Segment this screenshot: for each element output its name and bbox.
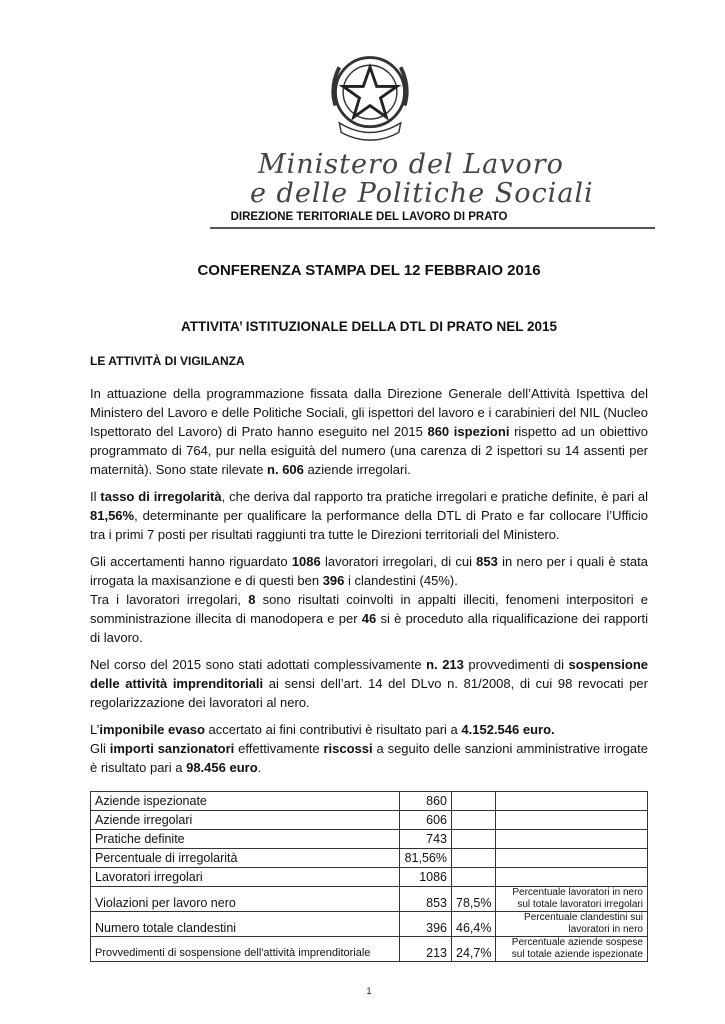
document-title: CONFERENZA STAMPA DEL 12 FEBBRAIO 2016 [197, 262, 541, 279]
row-note [496, 811, 648, 830]
paragraph-inspections: In attuazione della programmazione fissata dalla Direzione Generale dell’Attività Ispettiva del Ministero del Lavoro e delle Politiche Sociali, gli ispettori del lavoro e i carabinieri del NIL (Nucleo Ispettorato del Lavoro) di Prato hanno eseguito nel 2015 860 ispezioni rispetto ad un obiettivo programmato di 764, pur nella esiguità del numero (una carenza di 2 ispettori su 14 assenti per maternità). Sono state rilevate n. 606 aziende irregolari. [90, 386, 649, 477]
statistics-table [90, 791, 648, 962]
row-value: 853 [400, 887, 452, 912]
row-note [496, 830, 648, 849]
row-value: 213 [400, 937, 452, 962]
table-row [91, 849, 648, 868]
row-label: Pratiche definite [91, 830, 400, 849]
row-note [496, 792, 648, 811]
table-row [91, 912, 648, 937]
ministry-logo-line2: e delle Politiche Sociali [250, 178, 594, 209]
table-row [91, 937, 648, 962]
header-divider [210, 227, 655, 229]
table-row [91, 792, 648, 811]
row-label: Lavoratori irregolari [91, 868, 400, 887]
row-value: 606 [400, 811, 452, 830]
row-percentage: 46,4% [452, 912, 496, 937]
row-note [496, 849, 648, 868]
row-percentage [452, 792, 496, 811]
table-row [91, 868, 648, 887]
row-note [496, 868, 648, 887]
row-note: Percentuale clandestini sui lavoratori in nero [496, 912, 648, 937]
row-percentage [452, 868, 496, 887]
row-note: Percentuale lavoratori in nero sul totale lavoratori irregolari [496, 887, 648, 912]
section-heading: LE ATTIVITÀ DI VIGILANZA [90, 354, 245, 368]
paragraph-workers: Gli accertamenti hanno riguardato 1086 lavoratori irregolari, di cui 853 in nero per i quali è stata irrogata la maxisanzione e di questi ben 396 i clandestini (45%). Tra i lavoratori irregolari, 8 sono risultati coinvolti in appalti illeciti, fenomeni interpositori e somministrazione illecita di manodopera e per 46 si è proceduto alla riqualificazione dei rapporti di lavoro. [90, 554, 649, 645]
paragraph-amounts: L’imponibile evaso accertato ai fini contributivi è risultato pari a 4.152.546 euro. Gli importi sanzionatori effettivamente riscossi a seguito delle sanzioni amministrative irrogate è risultato pari a 98.456 euro. [90, 722, 649, 775]
document-content [90, 384, 648, 1016]
row-label: Numero totale clandestini [91, 912, 400, 937]
italian-republic-emblem-icon [322, 48, 418, 144]
row-label: Violazioni per lavoro nero [91, 887, 400, 912]
page-number: 1 [366, 986, 372, 996]
document-subtitle: ATTIVITA’ ISTITUZIONALE DELLA DTL DI PRATO NEL 2015 [180, 319, 558, 334]
row-value: 81,56% [400, 849, 452, 868]
paragraph-suspensions: Nel corso del 2015 sono stati adottati complessivamente n. 213 provvedimenti di sospensione delle attività imprenditoriali ai sensi dell’art. 14 del DLvo n. 81/2008, di cui 98 revocati per regolarizzazione dei lavoratori al nero. [90, 657, 649, 710]
table-row [91, 811, 648, 830]
row-percentage: 78,5% [452, 887, 496, 912]
direction-heading: DIREZIONE TERITORIALE DEL LAVORO DI PRATO [230, 211, 508, 223]
row-label: Aziende ispezionate [91, 792, 400, 811]
row-value: 396 [400, 912, 452, 937]
ministry-logo-line1: Ministero del Lavoro [258, 149, 564, 180]
row-value: 860 [400, 792, 452, 811]
table-row [91, 830, 648, 849]
row-label: Provvedimenti di sospensione dell'attività imprenditoriale [91, 937, 400, 962]
row-percentage [452, 830, 496, 849]
row-value: 1086 [400, 868, 452, 887]
paragraph-irregularity: Il tasso di irregolarità, che deriva dal rapporto tra pratiche irregolari e pratiche definite, è pari al 81,56%, determinante per qualificare la performance della DTL di Prato e far collocare l’Ufficio tra i primi 7 posti per risultati raggiunti tra tutte le Direzioni territoriali del Ministero. [90, 489, 648, 542]
row-label: Aziende irregolari [91, 811, 400, 830]
row-label: Percentuale di irregolarità [91, 849, 400, 868]
row-note: Percentuale aziende sospese sul totale aziende ispezionate [496, 937, 648, 962]
row-value: 743 [400, 830, 452, 849]
row-percentage: 24,7% [452, 937, 496, 962]
row-percentage [452, 811, 496, 830]
body-text [90, 384, 648, 777]
row-percentage [452, 849, 496, 868]
table-row [91, 887, 648, 912]
